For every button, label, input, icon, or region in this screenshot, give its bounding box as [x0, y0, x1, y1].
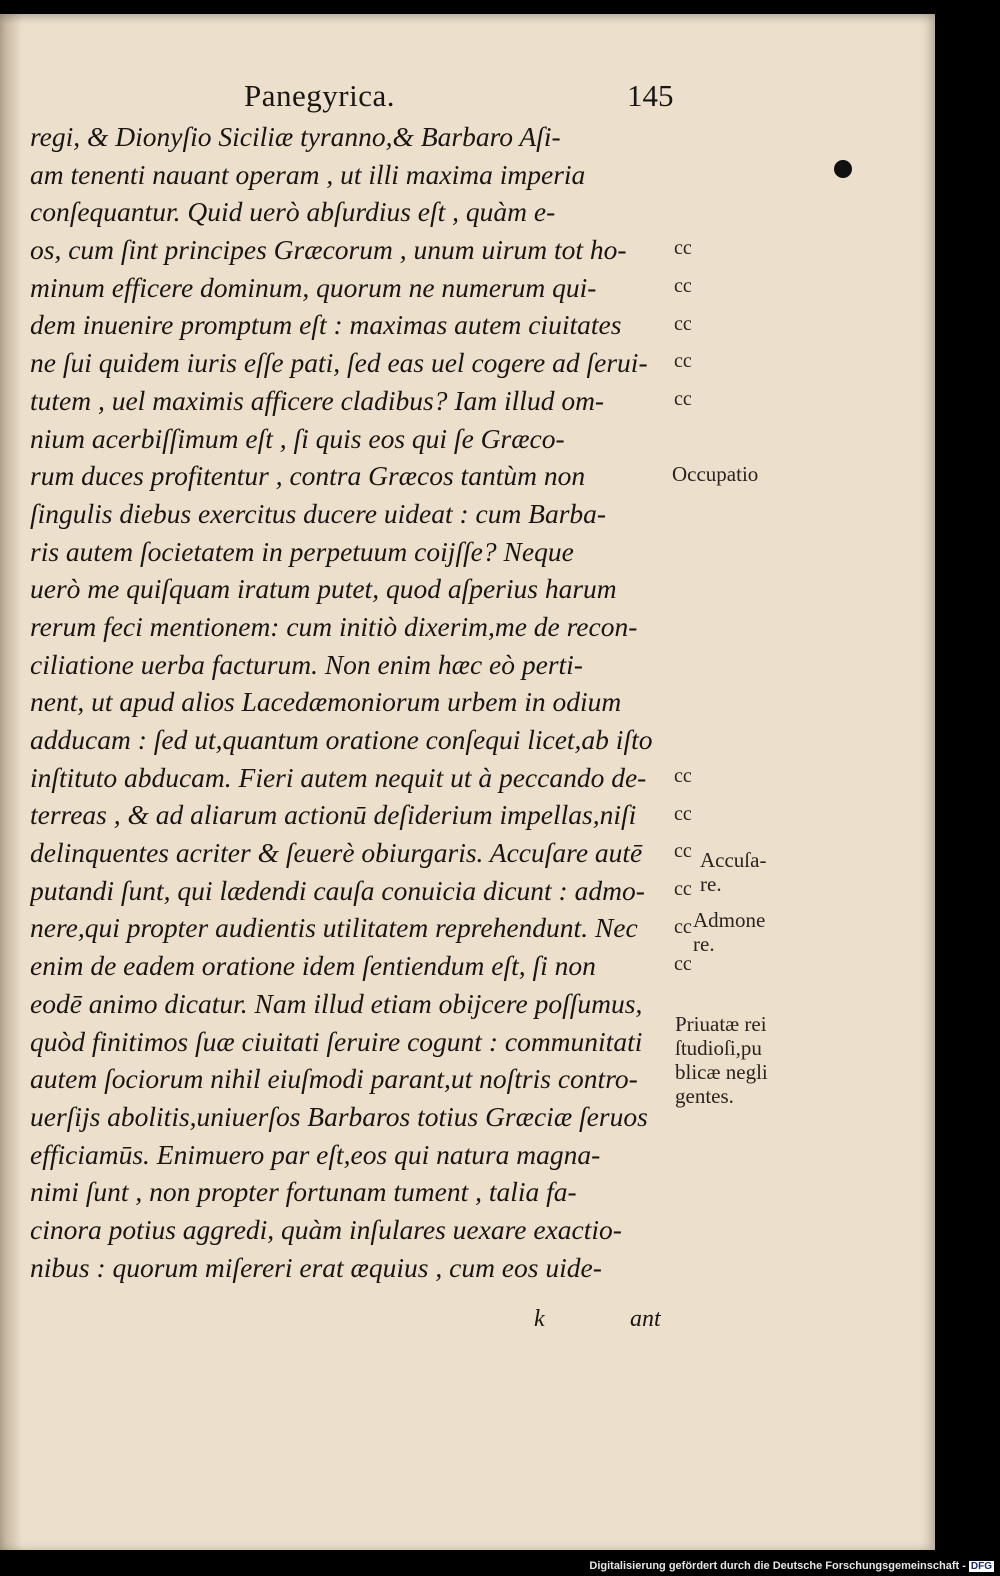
quote-mark: cc — [674, 387, 692, 410]
margin-note-occupatio: Occupatio — [672, 462, 759, 486]
text-line: terreas , & ad aliarum actionū deſiderium impellas,niſi — [30, 799, 637, 831]
catchword: ant — [630, 1306, 661, 1332]
text-line: uerò me quiſquam iratum putet, quod aſperius harum — [30, 573, 617, 605]
quote-mark: cc — [674, 802, 692, 825]
text-line: conſequantur. Quid uerò abſurdius eſt , quàm e- — [30, 196, 556, 228]
quote-mark: cc — [674, 878, 692, 900]
text-line: inſtituto abducam. Fieri autem nequit ut à peccando de- — [30, 761, 647, 793]
signature-mark: k — [534, 1306, 545, 1332]
text-line: os, cum ſint principes Græcorum , unum uirum tot ho- — [30, 234, 627, 266]
text-line: efficiamūs. Enimuero par eſt,eos qui natura magna- — [30, 1138, 601, 1170]
quote-mark: cc — [674, 764, 692, 787]
gutter-shadow — [0, 14, 22, 1550]
text-line: nimi ſunt , non propter fortunam tument , talia fa- — [30, 1176, 577, 1208]
text-line: regi, & Dionyſio Siciliæ tyranno,& Barbaro Aſi- — [30, 121, 561, 152]
text-line: eodē animo dicatur. Nam illud etiam obijcere poſſumus, — [30, 987, 643, 1019]
text-line: minum efficere dominum, quorum ne numerum qui- — [30, 271, 597, 303]
text-line: ſingulis diebus exercitus ducere uideat : cum Barba- — [30, 497, 607, 529]
quote-mark: cc — [674, 953, 692, 976]
text-line: quòd finitimos ſuæ ciuitati ſeruire cogunt : communitati — [30, 1025, 643, 1057]
text-line: enim de eadem oratione idem ſentiendum eſt, ſi non — [30, 950, 596, 982]
text-line: dem inuenire promptum eſt : maximas autem ciuitates — [30, 309, 622, 341]
quote-mark: cc — [674, 237, 692, 260]
page-number: 145 — [627, 78, 674, 113]
text-line: adducam : ſed ut,quantum oratione conſequi licet,ab iſto — [30, 724, 653, 755]
quote-mark: cc — [674, 312, 692, 335]
quote-mark: cc — [674, 840, 692, 863]
footer-text: Digitalisierung gefördert durch die Deutsche Forschungsgemeinschaft - — [589, 1560, 966, 1572]
text-line: nere,qui propter audientis utilitatem reprehendunt. Nec — [30, 912, 638, 944]
body-text — [30, 118, 670, 1286]
quote-mark: cc — [674, 274, 692, 297]
margin-note-priuatae: Priuatæ rei ſtudioſi,pu blicæ negli gentes. — [675, 1012, 768, 1108]
text-line: ciliatione uerba facturum. Non enim hæc eò perti- — [30, 648, 583, 680]
text-line: am tenenti nauant operam , ut illi maxima imperia — [30, 158, 586, 190]
margin-note-accusare: Accuſa- re. — [700, 848, 767, 896]
text-line: tutem , uel maximis afficere cladibus? Iam illud om- — [30, 384, 605, 416]
text-line: nium acerbiſſimum eſt , ſi quis eos qui ſe Græco- — [30, 422, 565, 454]
text-line: delinquentes acriter & ſeuerè obiurgaris. Accuſare autē — [30, 837, 643, 869]
text-line: autem ſociorum nihil eiuſmodi parant,ut noſtris contro- — [30, 1063, 638, 1095]
running-head: Panegyrica. — [244, 78, 395, 113]
text-line: ris autem ſocietatem in perpetuum coijſſe? Neque — [30, 535, 574, 567]
text-line: nibus : quorum miſereri erat æquius , cum eos uide- — [30, 1251, 602, 1283]
text-line: rerum feci mentionem: cum initiò dixerim,me de recon- — [30, 610, 638, 642]
text-line: nent, ut apud alios Lacedæmoniorum urbem in odium — [30, 686, 622, 718]
text-line: uerſijs abolitis,uniuerſos Barbaros totius Græciæ ſeruos — [30, 1100, 648, 1132]
quote-mark: cc — [674, 915, 692, 938]
margin-note-admonere: Admone re. — [693, 908, 766, 956]
text-line: cinora potius aggredi, quàm inſulares uexare exactio- — [30, 1213, 622, 1245]
quote-mark: cc — [674, 350, 692, 373]
text-line: putandi ſunt, qui lædendi cauſa conuicia dicunt : admo- — [30, 874, 645, 906]
dfg-badge: DFG — [970, 1561, 992, 1572]
footer-credit — [589, 1560, 994, 1572]
text-line: rum duces profitentur , contra Græcos tantùm non — [30, 460, 586, 492]
ink-dot — [834, 160, 852, 178]
text-line: ne ſui quidem iuris eſſe pati, ſed eas uel cogere ad ſerui- — [30, 347, 648, 379]
